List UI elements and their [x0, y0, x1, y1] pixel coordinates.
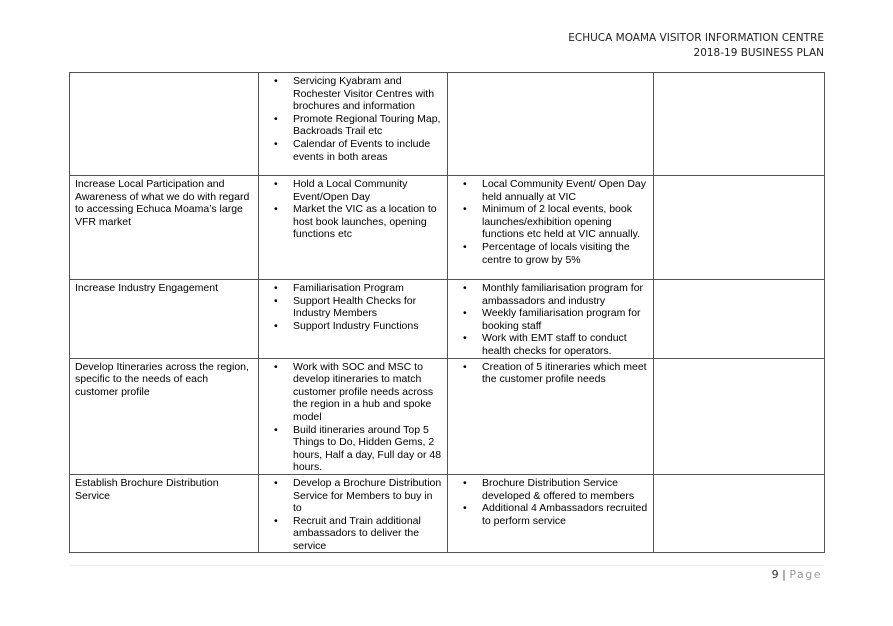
measures-cell-list: [453, 282, 648, 358]
measures-cell: [448, 176, 654, 280]
measures-cell-list: [453, 361, 648, 386]
footer-divider: [69, 565, 824, 566]
page-label: Page: [789, 568, 822, 581]
table-row: [70, 474, 825, 553]
document-header: [568, 31, 824, 61]
page-number: 9: [771, 568, 779, 581]
actions-cell: [259, 73, 448, 176]
action-item: • Servicing Kyabram and Rochester Visitor Centres with brochures and information: [264, 75, 442, 113]
action-item: • Support Industry Functions: [264, 320, 442, 333]
goal-cell: Establish Brochure Distribution Service: [70, 474, 259, 553]
table-row: [70, 176, 825, 280]
action-item: • Familiarisation Program: [264, 282, 442, 295]
action-item: • Develop a Brochure Distribution Service for Members to buy in to: [264, 477, 442, 515]
notes-cell: [654, 358, 825, 474]
goal-cell: [70, 73, 259, 176]
measures-cell: [448, 73, 654, 176]
measures-cell: [448, 358, 654, 474]
business-plan-table: [69, 72, 825, 553]
table-row: [70, 73, 825, 176]
measures-cell-list: [453, 178, 648, 266]
action-item: • Support Health Checks for Industry Members: [264, 295, 442, 320]
actions-cell: [259, 280, 448, 359]
action-item: • Hold a Local Community Event/Open Day: [264, 178, 442, 203]
table-row: [70, 358, 825, 474]
table-body: [70, 73, 825, 553]
measure-item: • Percentage of locals visiting the centre to grow by 5%: [453, 241, 648, 266]
action-item: • Promote Regional Touring Map, Backroads Trail etc: [264, 113, 442, 138]
measure-item: • Local Community Event/ Open Day held annually at VIC: [453, 178, 648, 203]
actions-cell: [259, 358, 448, 474]
notes-cell: [654, 474, 825, 553]
notes-cell: [654, 280, 825, 359]
actions-cell: [259, 474, 448, 553]
measure-item: • Additional 4 Ambassadors recruited to perform service: [453, 502, 648, 527]
measures-cell: [448, 474, 654, 553]
measure-item: • Minimum of 2 local events, book launches/exhibition opening functions etc held at VIC annually.: [453, 203, 648, 241]
measures-cell: [448, 280, 654, 359]
goal-cell: Increase Local Participation and Awareness of what we do with regard to accessing Echuca Moama’s large VFR market: [70, 176, 259, 280]
goal-cell: Develop Itineraries across the region, specific to the needs of each customer profile: [70, 358, 259, 474]
measure-item: • Monthly familiarisation program for ambassadors and industry: [453, 282, 648, 307]
actions-cell: [259, 176, 448, 280]
goal-cell: Increase Industry Engagement: [70, 280, 259, 359]
notes-cell: [654, 73, 825, 176]
action-item: • Calendar of Events to include events in both areas: [264, 138, 442, 163]
header-plan-title: 2018-19 BUSINESS PLAN: [693, 47, 824, 59]
measure-item: • Work with EMT staff to conduct health checks for operators.: [453, 332, 648, 357]
action-item: • Work with SOC and MSC to develop itineraries to match customer profile needs across the region in a hub and spoke model: [264, 361, 442, 424]
measure-item: • Creation of 5 itineraries which meet the customer profile needs: [453, 361, 648, 386]
action-item: • Build itineraries around Top 5 Things to Do, Hidden Gems, 2 hours, Half a day, Full day or 48 hours.: [264, 424, 442, 474]
actions-cell-list: [264, 282, 442, 332]
action-item: • Recruit and Train additional ambassadors to deliver the service: [264, 515, 442, 553]
actions-cell-list: [264, 178, 442, 241]
header-organisation: ECHUCA MOAMA VISITOR INFORMATION CENTRE: [568, 32, 824, 44]
actions-cell-list: [264, 75, 442, 163]
measures-cell-list: [453, 477, 648, 527]
actions-cell-list: [264, 477, 442, 553]
page-footer: [772, 568, 822, 581]
notes-cell: [654, 176, 825, 280]
footer-separator: |: [782, 568, 786, 581]
table-row: [70, 280, 825, 359]
action-item: • Market the VIC as a location to host book launches, opening functions etc: [264, 203, 442, 241]
measure-item: • Brochure Distribution Service developed & offered to members: [453, 477, 648, 502]
measure-item: • Weekly familiarisation program for booking staff: [453, 307, 648, 332]
actions-cell-list: [264, 361, 442, 474]
